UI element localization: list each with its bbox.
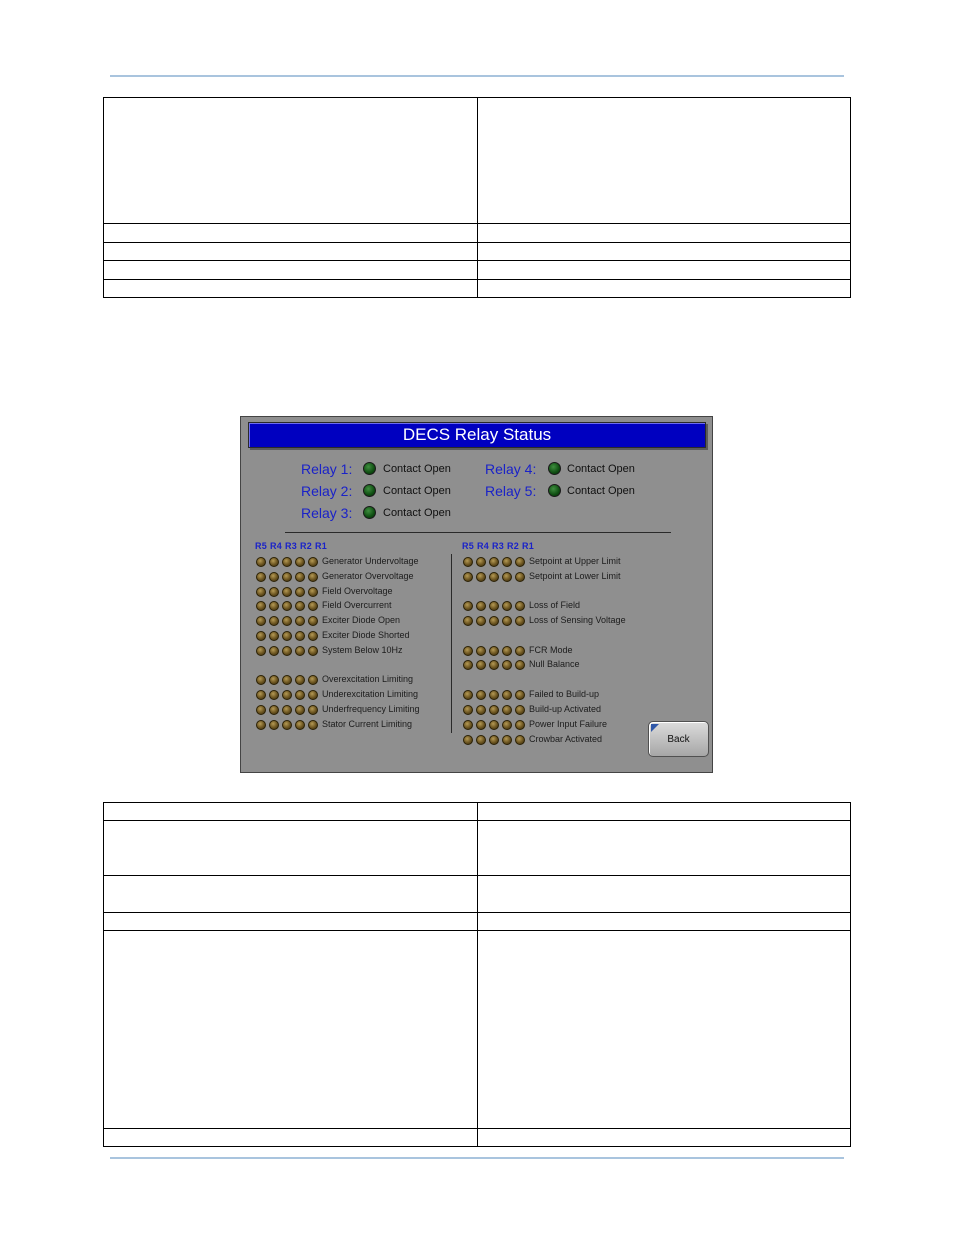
led-icon xyxy=(463,660,473,670)
led-group xyxy=(256,601,318,611)
relay-1-indicator-icon xyxy=(363,462,376,475)
status-label: Crowbar Activated xyxy=(529,734,603,744)
table-cell xyxy=(478,931,851,1129)
table-cell xyxy=(478,803,851,821)
led-icon xyxy=(502,557,512,567)
status-row xyxy=(463,570,621,583)
led-icon xyxy=(256,690,266,700)
table-row xyxy=(104,821,851,876)
led-icon xyxy=(308,705,318,715)
status-label: Setpoint at Upper Limit xyxy=(529,556,621,566)
led-icon xyxy=(489,572,499,582)
led-icon xyxy=(502,572,512,582)
status-row xyxy=(256,688,418,701)
table-row xyxy=(104,98,851,224)
status-row xyxy=(463,733,602,746)
section-divider xyxy=(285,532,671,533)
led-icon xyxy=(308,690,318,700)
led-icon xyxy=(308,631,318,641)
led-icon xyxy=(256,587,266,597)
led-icon xyxy=(463,690,473,700)
led-icon xyxy=(256,631,266,641)
led-group xyxy=(463,616,525,626)
led-icon xyxy=(282,705,292,715)
led-icon xyxy=(476,616,486,626)
led-icon xyxy=(515,646,525,656)
led-icon xyxy=(502,705,512,715)
status-label: Underexcitation Limiting xyxy=(322,689,419,699)
led-icon xyxy=(308,601,318,611)
led-icon xyxy=(476,705,486,715)
table-cell xyxy=(104,913,478,931)
column-header-r1: R1 xyxy=(522,541,534,551)
led-icon xyxy=(269,631,279,641)
column-header-r2: R2 xyxy=(507,541,519,551)
column-header-r4: R4 xyxy=(270,541,282,551)
status-row xyxy=(256,629,410,642)
table-cell xyxy=(104,224,478,243)
led-icon xyxy=(502,720,512,730)
led-icon xyxy=(282,616,292,626)
led-icon xyxy=(489,616,499,626)
led-icon xyxy=(256,705,266,715)
led-icon xyxy=(269,690,279,700)
led-icon xyxy=(282,690,292,700)
led-icon xyxy=(463,646,473,656)
status-row xyxy=(256,703,420,716)
led-group xyxy=(256,616,318,626)
led-group xyxy=(256,720,318,730)
relay-4-indicator-icon xyxy=(548,462,561,475)
led-icon xyxy=(282,720,292,730)
bottom-table xyxy=(103,802,851,1147)
led-icon xyxy=(515,660,525,670)
led-icon xyxy=(295,720,305,730)
led-icon xyxy=(269,587,279,597)
status-row xyxy=(256,673,413,686)
table-row xyxy=(104,1129,851,1147)
table-row xyxy=(104,803,851,821)
led-group xyxy=(256,631,318,641)
led-icon xyxy=(476,572,486,582)
led-icon xyxy=(502,660,512,670)
table-cell xyxy=(104,243,478,261)
led-group xyxy=(256,675,318,685)
led-icon xyxy=(269,720,279,730)
table-row xyxy=(104,261,851,280)
header-rule xyxy=(110,75,844,77)
table-row xyxy=(104,931,851,1129)
led-icon xyxy=(489,646,499,656)
table-row xyxy=(104,224,851,243)
led-icon xyxy=(295,601,305,611)
led-icon xyxy=(502,601,512,611)
led-icon xyxy=(269,705,279,715)
led-group xyxy=(463,601,525,611)
table-cell xyxy=(478,261,851,280)
status-label: Generator Undervoltage xyxy=(322,556,419,566)
relay-5-status: Contact Open xyxy=(567,485,635,497)
led-icon xyxy=(476,735,486,745)
led-icon xyxy=(489,660,499,670)
led-icon xyxy=(515,735,525,745)
led-icon xyxy=(502,735,512,745)
column-header-r5: R5 xyxy=(462,541,474,551)
led-icon xyxy=(463,705,473,715)
led-icon xyxy=(256,720,266,730)
led-icon xyxy=(476,660,486,670)
led-icon xyxy=(489,601,499,611)
led-icon xyxy=(463,572,473,582)
led-icon xyxy=(515,690,525,700)
table-cell xyxy=(478,98,851,224)
led-icon xyxy=(282,675,292,685)
led-group xyxy=(463,572,525,582)
led-icon xyxy=(308,557,318,567)
table-cell xyxy=(104,280,478,298)
led-icon xyxy=(282,631,292,641)
status-label: System Below 10Hz xyxy=(322,645,403,655)
led-icon xyxy=(463,601,473,611)
led-group xyxy=(463,690,525,700)
table-cell xyxy=(478,243,851,261)
table-cell xyxy=(478,224,851,243)
status-row xyxy=(256,718,412,731)
led-group xyxy=(256,690,318,700)
led-icon xyxy=(489,705,499,715)
status-label: Exciter Diode Shorted xyxy=(322,630,410,640)
column-divider xyxy=(451,554,452,733)
status-label: FCR Mode xyxy=(529,645,573,655)
status-label: Null Balance xyxy=(529,659,580,669)
led-group xyxy=(463,705,525,715)
led-icon xyxy=(308,646,318,656)
led-icon xyxy=(295,705,305,715)
table-cell xyxy=(104,1129,478,1147)
led-icon xyxy=(502,690,512,700)
relay-status-screen xyxy=(240,416,713,773)
led-icon xyxy=(308,720,318,730)
led-icon xyxy=(476,720,486,730)
status-row xyxy=(463,703,601,716)
led-icon xyxy=(256,675,266,685)
led-icon xyxy=(295,646,305,656)
led-icon xyxy=(476,690,486,700)
led-icon xyxy=(502,616,512,626)
led-icon xyxy=(308,675,318,685)
led-group xyxy=(256,587,318,597)
led-icon xyxy=(463,720,473,730)
top-table xyxy=(103,97,851,298)
led-group xyxy=(256,557,318,567)
back-button-label: Back xyxy=(667,734,690,745)
status-label: Setpoint at Lower Limit xyxy=(529,571,621,581)
status-label: Loss of Field xyxy=(529,600,581,610)
relay-3-status: Contact Open xyxy=(383,507,451,519)
status-label: Underfrequency Limiting xyxy=(322,704,420,714)
status-row xyxy=(256,599,392,612)
status-row xyxy=(256,614,400,627)
table-cell xyxy=(104,821,478,876)
status-row xyxy=(463,688,599,701)
led-icon xyxy=(282,646,292,656)
led-icon xyxy=(308,616,318,626)
table-cell xyxy=(478,821,851,876)
back-button[interactable] xyxy=(648,721,709,757)
led-icon xyxy=(269,616,279,626)
corner-marker-icon xyxy=(651,724,659,732)
status-label: Failed to Build-up xyxy=(529,689,600,699)
led-icon xyxy=(269,646,279,656)
led-icon xyxy=(515,720,525,730)
status-row xyxy=(256,644,403,657)
column-header-r3: R3 xyxy=(285,541,297,551)
led-icon xyxy=(308,587,318,597)
led-icon xyxy=(282,557,292,567)
relay-4-status: Contact Open xyxy=(567,463,635,475)
relay-3-indicator-icon xyxy=(363,506,376,519)
led-group xyxy=(463,720,525,730)
table-cell xyxy=(104,876,478,913)
led-icon xyxy=(295,690,305,700)
led-icon xyxy=(256,572,266,582)
led-icon xyxy=(515,572,525,582)
led-icon xyxy=(269,572,279,582)
led-icon xyxy=(515,705,525,715)
led-icon xyxy=(269,557,279,567)
led-group xyxy=(256,646,318,656)
table-cell xyxy=(104,931,478,1129)
status-label: Field Overcurrent xyxy=(322,600,392,610)
table-row xyxy=(104,876,851,913)
status-row xyxy=(256,555,419,568)
led-icon xyxy=(463,735,473,745)
status-row xyxy=(463,718,607,731)
led-icon xyxy=(463,557,473,567)
led-icon xyxy=(295,587,305,597)
led-icon xyxy=(256,601,266,611)
table-row xyxy=(104,280,851,298)
table-cell xyxy=(478,876,851,913)
table-cell xyxy=(478,1129,851,1147)
led-icon xyxy=(489,690,499,700)
column-header-r1: R1 xyxy=(315,541,327,551)
status-row xyxy=(256,570,414,583)
table-cell xyxy=(104,803,478,821)
led-icon xyxy=(515,557,525,567)
led-icon xyxy=(489,720,499,730)
led-icon xyxy=(476,557,486,567)
status-row xyxy=(463,599,580,612)
table-cell xyxy=(478,913,851,931)
relay-5-label: Relay 5: xyxy=(485,483,537,499)
led-icon xyxy=(515,616,525,626)
led-icon xyxy=(308,572,318,582)
led-group xyxy=(463,557,525,567)
led-icon xyxy=(515,601,525,611)
relay-2-indicator-icon xyxy=(363,484,376,497)
led-group xyxy=(463,660,525,670)
status-row xyxy=(463,658,580,671)
led-icon xyxy=(295,616,305,626)
relay-1-status: Contact Open xyxy=(383,463,451,475)
column-header-r2: R2 xyxy=(300,541,312,551)
led-icon xyxy=(269,601,279,611)
status-label: Exciter Diode Open xyxy=(322,615,401,625)
column-header-r3: R3 xyxy=(492,541,504,551)
led-icon xyxy=(476,601,486,611)
led-group xyxy=(463,735,525,745)
status-row xyxy=(463,555,621,568)
led-group xyxy=(463,646,525,656)
relay-5-indicator-icon xyxy=(548,484,561,497)
led-icon xyxy=(256,557,266,567)
table-cell xyxy=(478,280,851,298)
column-header-r5: R5 xyxy=(255,541,267,551)
led-icon xyxy=(489,557,499,567)
led-icon xyxy=(282,601,292,611)
relay-2-label: Relay 2: xyxy=(301,483,353,499)
relay-2-status: Contact Open xyxy=(383,485,451,497)
led-icon xyxy=(295,557,305,567)
screen-title: DECS Relay Status xyxy=(248,422,706,448)
led-icon xyxy=(463,616,473,626)
table-row xyxy=(104,913,851,931)
status-label: Power Input Failure xyxy=(529,719,608,729)
table-cell xyxy=(104,261,478,280)
led-icon xyxy=(476,646,486,656)
relay-3-label: Relay 3: xyxy=(301,505,353,521)
column-header-r4: R4 xyxy=(477,541,489,551)
led-icon xyxy=(256,646,266,656)
status-label: Overexcitation Limiting xyxy=(322,674,414,684)
table-cell xyxy=(104,98,478,224)
relay-1-label: Relay 1: xyxy=(301,461,353,477)
led-icon xyxy=(295,631,305,641)
led-icon xyxy=(282,587,292,597)
footer-rule xyxy=(110,1157,844,1159)
led-group xyxy=(256,705,318,715)
status-row xyxy=(463,614,626,627)
led-icon xyxy=(282,572,292,582)
led-icon xyxy=(256,616,266,626)
led-icon xyxy=(489,735,499,745)
led-icon xyxy=(295,675,305,685)
status-label: Stator Current Limiting xyxy=(322,719,413,729)
status-label: Field Overvoltage xyxy=(322,586,393,596)
status-label: Build-up Activated xyxy=(529,704,602,714)
relay-4-label: Relay 4: xyxy=(485,461,537,477)
status-row xyxy=(256,585,393,598)
status-row xyxy=(463,644,573,657)
led-icon xyxy=(269,675,279,685)
status-label: Loss of Sensing Voltage xyxy=(529,615,626,625)
led-group xyxy=(256,572,318,582)
led-icon xyxy=(295,572,305,582)
status-label: Generator Overvoltage xyxy=(322,571,414,581)
table-row xyxy=(104,243,851,261)
led-icon xyxy=(502,646,512,656)
